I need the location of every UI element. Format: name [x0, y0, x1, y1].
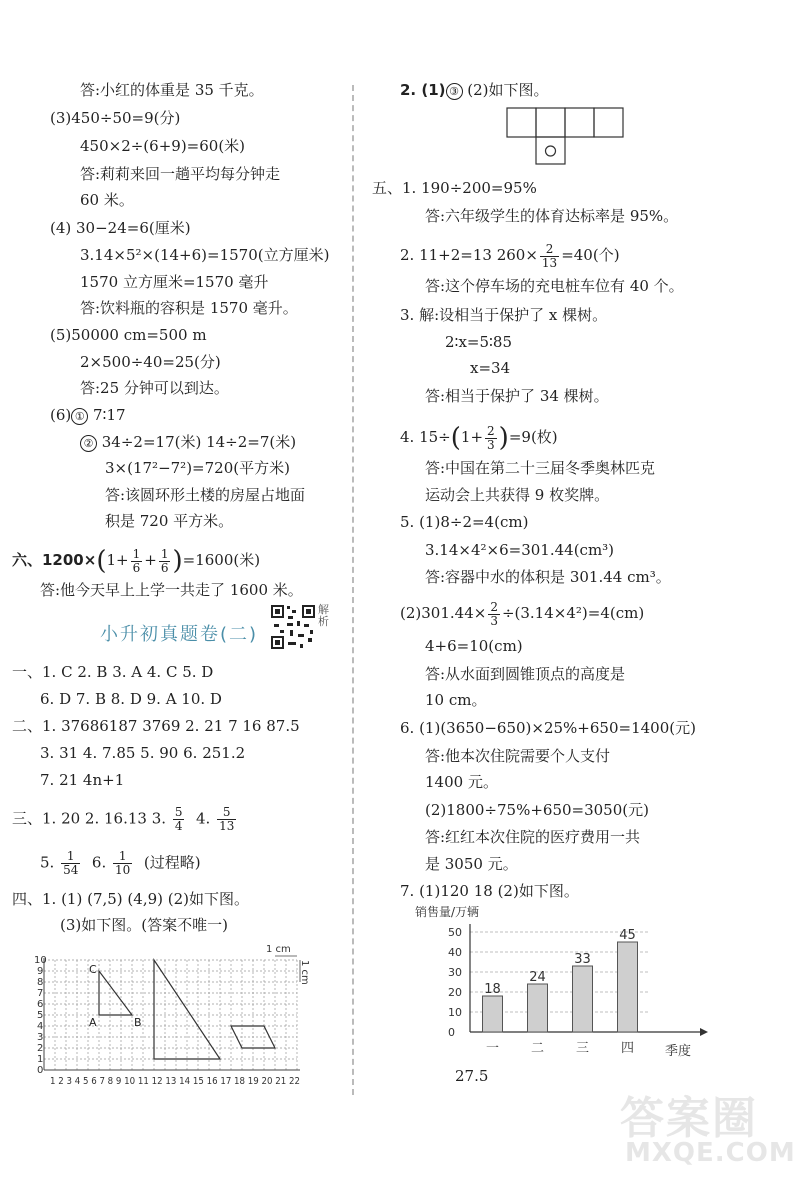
answer-text: 答:六年级学生的体育达标率是 95%。: [425, 207, 679, 225]
point-label: A: [89, 1016, 97, 1029]
y-tick-label: 20: [448, 986, 462, 999]
answer-text: 5. (1)8÷2=4(cm): [400, 513, 529, 531]
answer-text: 答:小红的体重是 35 千克。: [80, 81, 264, 99]
section-six: 六、1200×(1+ $\frac{1}{6}$ + $\frac{1}{6}$ )=1600(米): [12, 546, 261, 576]
section-four: 四、1. (1) (7,5) (4,9) (2)如下图。: [12, 890, 249, 908]
grid-y-label: 2: [37, 1043, 44, 1054]
answer-text: 答:该圆环形土楼的房屋占地面: [105, 486, 306, 504]
answer-text: 60 米。: [80, 191, 134, 209]
y-tick-label: 30: [448, 966, 462, 979]
analysis-link[interactable]: 解析: [318, 603, 329, 628]
answer-text: 答:这个停车场的充电桩车位有 40 个。: [425, 277, 684, 295]
bar: [483, 996, 503, 1032]
section-two: 3. 31 4. 7.85 5. 90 6. 251.2: [40, 744, 246, 762]
answer-text: 2. (1) ③ (2)如下图。: [400, 81, 549, 99]
bar-data-label: 33: [574, 952, 591, 967]
answer-text: 3.14×5²×(14+6)=1570(立方厘米): [80, 246, 330, 264]
answer-text: 2. 11+2=13 260× $\frac{2}{13}$ =40(个): [400, 241, 620, 270]
x-axis-label: 季度: [665, 1044, 692, 1059]
answer-text: (5)50000 cm=500 m: [50, 326, 207, 344]
answer-text: 是 3050 元。: [425, 855, 518, 873]
sales-bar-chart: [415, 900, 715, 1065]
bar-data-label: 24: [529, 970, 546, 985]
answer-text: 3. 解:设相当于保护了 x 棵树。: [400, 306, 608, 324]
answer-text: 3.14×4²×6=301.44(cm³): [425, 541, 615, 559]
section-one: 6. D 7. B 8. D 9. A 10. D: [40, 690, 222, 708]
coordinate-grid: [30, 940, 320, 1090]
section-title: 小升初真题卷(二): [100, 624, 259, 645]
answer-text: (4) 30−24=6(厘米): [50, 219, 191, 237]
section-two: 7. 21 4n+1: [40, 771, 125, 789]
point-label: B: [134, 1016, 142, 1029]
answer-text: 答:他今天早上上学一共走了 1600 米。: [40, 581, 303, 599]
bar: [573, 966, 593, 1032]
y-tick-label: 40: [448, 946, 462, 959]
answer-text: 答:从水面到圆锥顶点的高度是: [425, 665, 626, 683]
point-label: C: [89, 963, 97, 976]
y-tick-label: 50: [448, 926, 462, 939]
answer-text: (3)450÷50=9(分): [50, 109, 181, 127]
grid-y-label: 1: [37, 1054, 44, 1065]
answer-text: 10 cm。: [425, 691, 487, 709]
answer-text: 积是 720 平方米。: [105, 512, 234, 530]
answer-text: 答:他本次住院需要个人支付: [425, 747, 611, 765]
answer-text: 答:容器中水的体积是 301.44 cm³。: [425, 568, 671, 586]
column-divider: [352, 85, 354, 1095]
answer-text: 运动会上共获得 9 枚奖牌。: [425, 486, 610, 504]
answer-text: 27.5: [455, 1067, 489, 1085]
grid-y-label: 6: [37, 999, 44, 1010]
bar-data-label: 18: [484, 982, 501, 997]
answer-text: (6) ① 7∶17: [50, 406, 126, 424]
bar: [528, 984, 548, 1032]
grid-y-label: 4: [37, 1021, 44, 1032]
grid-x-labels: 1 2 3 4 5 6 7 8 9 10 11 12 13 14 15 16 17 18 19 20 21 22: [50, 1076, 300, 1087]
answer-text: 答:25 分钟可以到达。: [80, 379, 229, 397]
answer-text: 答:红红本次住院的医疗费用一共: [425, 828, 641, 846]
answer-text: 2×500÷40=25(分): [80, 353, 221, 371]
x-tick-label: 三: [575, 1041, 590, 1056]
section-three: 三、1. 20 2. 16.13 3. $\frac{5}{4}$ 4. $\frac{5}{13}$: [12, 805, 235, 833]
y-tick-label: 0: [448, 1026, 455, 1039]
answer-text: 450×2÷(6+9)=60(米): [80, 137, 246, 155]
x-tick-label: 一: [485, 1041, 500, 1056]
section-three: 5. $\frac{1}{54}$ 6. $\frac{1}{10}$ (过程略): [40, 849, 201, 877]
answer-text: ② 34÷2=17(米) 14÷2=7(米): [80, 432, 296, 452]
x-axis-arrow: [700, 1028, 708, 1036]
x-tick-label: 四: [620, 1041, 635, 1056]
answer-text: 2∶x=5∶85: [445, 333, 513, 351]
scale-label: 1 cm: [299, 960, 310, 985]
answer-text: 答:相当于保护了 34 棵树。: [425, 387, 609, 405]
answer-text: 6. (1)(3650−650)×25%+650=1400(元): [400, 719, 696, 737]
section-four: (3)如下图。(答案不唯一): [60, 916, 228, 934]
answer-text: (2)1800÷75%+650=3050(元): [425, 801, 649, 819]
scale-label: 1 cm: [266, 944, 291, 955]
section-five: 五、1. 190÷200=95%: [372, 179, 537, 197]
watermark-url: MXQE.COM: [625, 1138, 796, 1168]
answer-text: 7. (1)120 18 (2)如下图。: [400, 882, 579, 900]
answer-text: 3×(17²−7²)=720(平方米): [105, 459, 290, 477]
answer-text: 1400 元。: [425, 773, 498, 791]
qr-code-icon[interactable]: [270, 604, 316, 650]
cube-net-figure: [505, 106, 630, 166]
bar: [618, 942, 638, 1032]
answer-text: 4. 15÷(1+ $\frac{2}{3}$ )=9(枚): [400, 423, 558, 453]
grid-y-label: 0: [37, 1065, 44, 1076]
answer-text: 答:莉莉来回一趟平均每分钟走: [80, 165, 281, 183]
x-tick-label: 二: [530, 1041, 545, 1056]
answer-text: x=34: [470, 359, 511, 377]
answer-text: 1570 立方厘米=1570 毫升: [80, 273, 269, 291]
answer-text: 答:中国在第二十三届冬季奥林匹克: [425, 459, 656, 477]
grid-y-label: 5: [37, 1010, 44, 1021]
grid-y-label: 10: [34, 955, 47, 966]
bar-data-label: 45: [619, 928, 636, 943]
grid-y-label: 8: [37, 977, 44, 988]
grid-y-label: 7: [37, 988, 44, 999]
grid-y-label: 3: [37, 1032, 44, 1043]
y-axis-label: 销售量/万辆: [415, 905, 480, 919]
triangle-abc: [99, 971, 132, 1015]
watermark-logo: 答案圈: [620, 1093, 758, 1144]
grid-y-label: 9: [37, 966, 44, 977]
answer-text: 4+6=10(cm): [425, 637, 523, 655]
section-one: 一、1. C 2. B 3. A 4. C 5. D: [12, 663, 214, 681]
y-tick-label: 10: [448, 1006, 462, 1019]
section-two: 二、1. 37686187 3769 2. 21 7 16 87.5: [12, 717, 300, 735]
answer-text: (2)301.44× $\frac{2}{3}$ ÷(3.14×4²)=4(cm): [400, 599, 645, 628]
answer-text: 答:饮料瓶的容积是 1570 毫升。: [80, 299, 298, 317]
